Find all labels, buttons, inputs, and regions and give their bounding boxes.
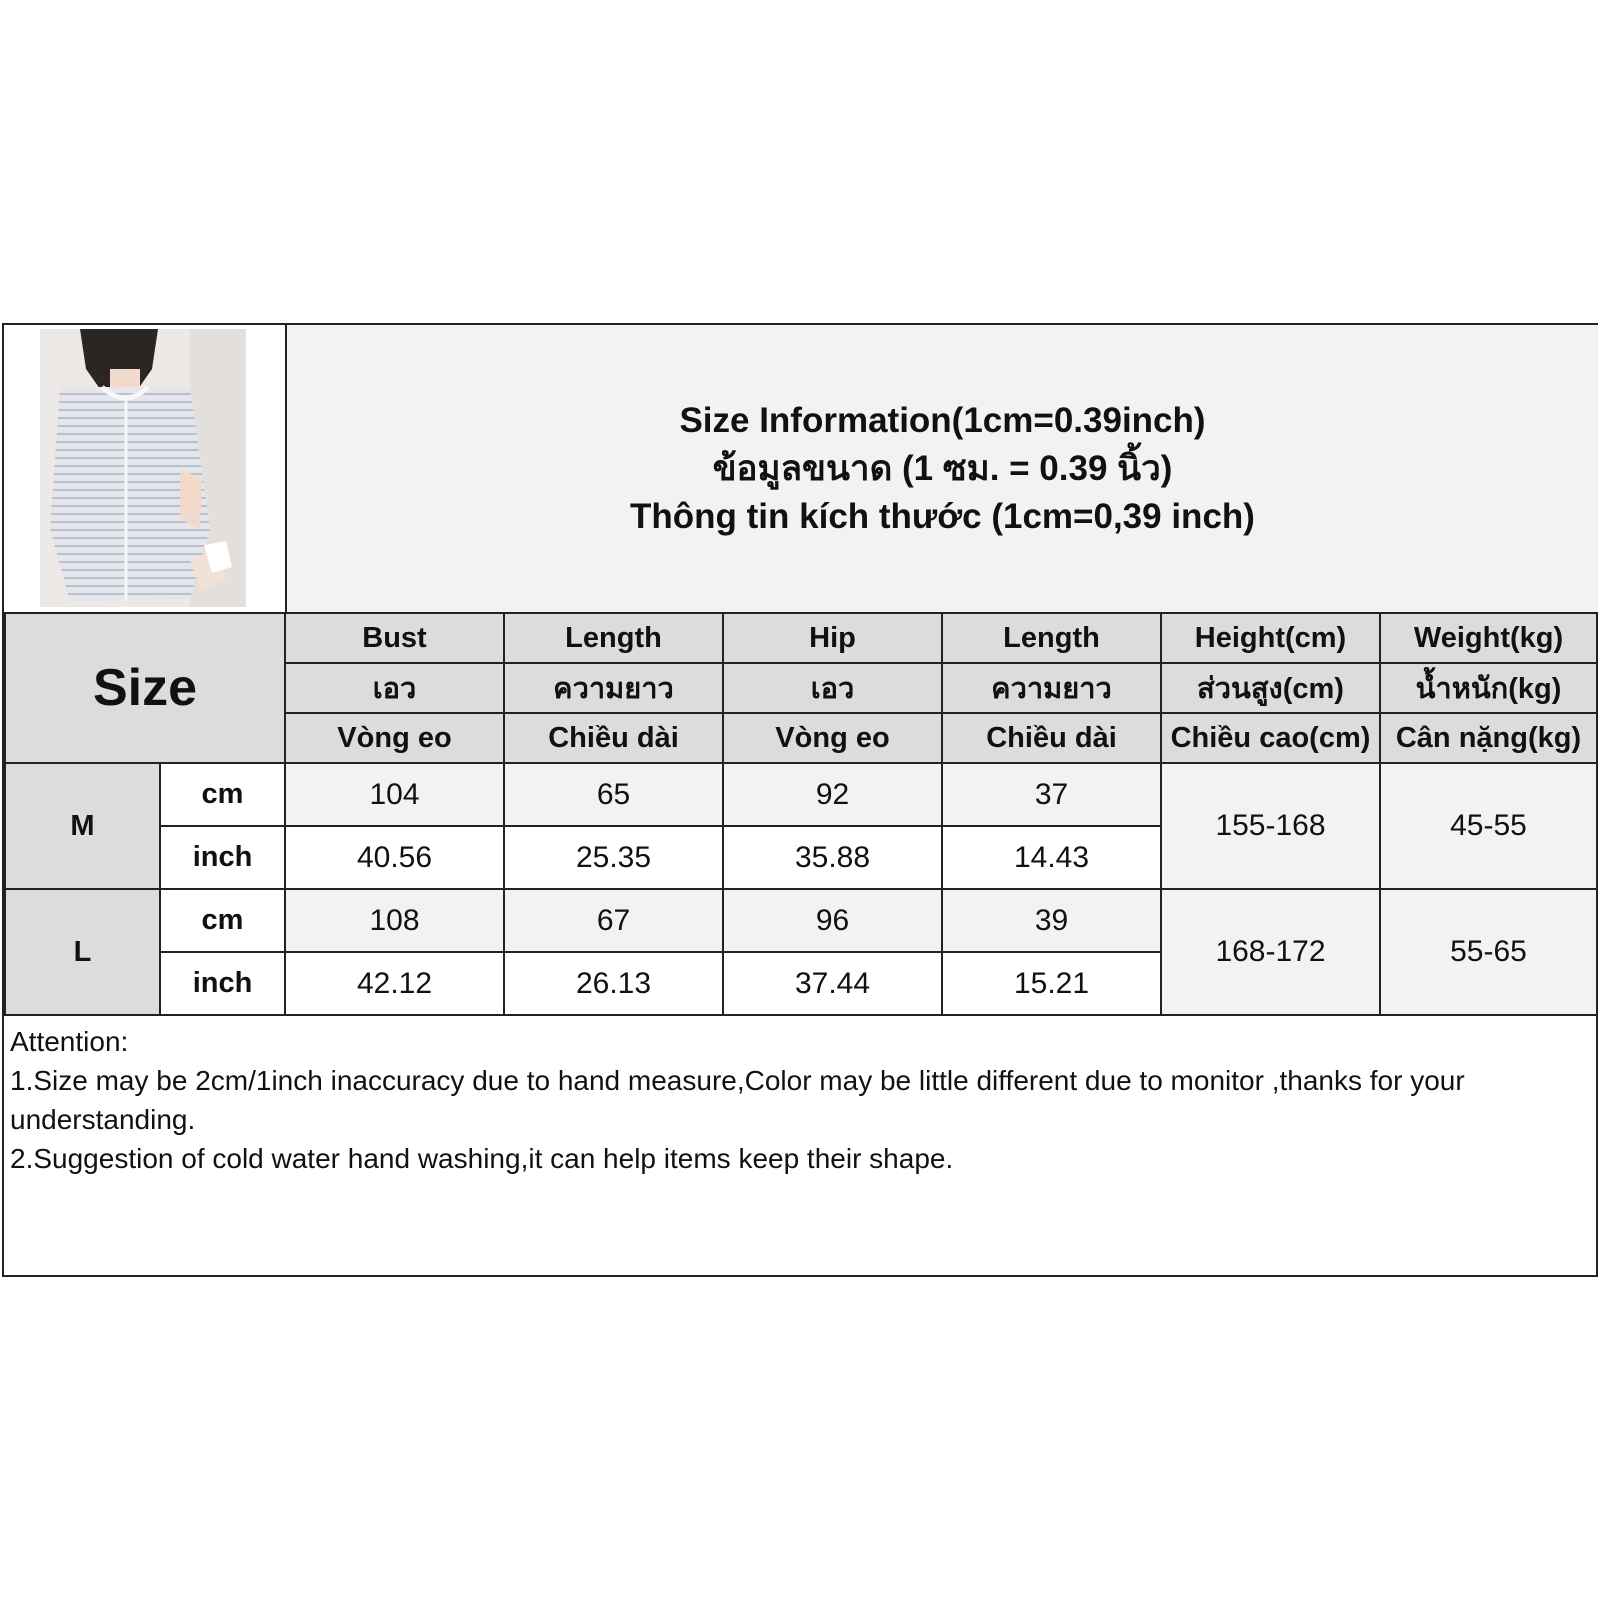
title-block [285,325,1598,612]
l-length-inch: 26.13 [504,952,723,1015]
model-photo-image [40,329,246,607]
column-header-length-thai: ความยาว [504,663,723,713]
header-row-english [5,613,1597,663]
l-length2-inch: 15.21 [942,952,1161,1015]
m-bust-cm: 104 [285,763,504,826]
column-header-length: Length [504,613,723,663]
unit-cm-label: cm [160,889,285,952]
column-header-length-2-thai: ความยาว [942,663,1161,713]
column-header-length-2-vi: Chiều dài [942,713,1161,763]
m-hip-inch: 35.88 [723,826,942,889]
column-header-hip-vi: Vòng eo [723,713,942,763]
l-bust-inch: 42.12 [285,952,504,1015]
size-l-label: L [5,889,160,1015]
l-length-cm: 67 [504,889,723,952]
m-bust-inch: 40.56 [285,826,504,889]
attention-notes [4,1018,1596,1275]
note-item-1: 1.Size may be 2cm/1inch inaccuracy due to hand measure,Color may be little different due to monitor ,thanks for your understanding. [10,1065,1465,1135]
unit-inch-label: inch [160,952,285,1015]
m-length-cm: 65 [504,763,723,826]
column-header-bust-thai: เอว [285,663,504,713]
table-row [5,889,1597,952]
size-m-label: M [5,763,160,889]
column-header-weight-thai: น้ำหนัก(kg) [1380,663,1597,713]
column-header-hip-thai: เอว [723,663,942,713]
l-hip-inch: 37.44 [723,952,942,1015]
column-header-height-thai: ส่วนสูง(cm) [1161,663,1380,713]
l-weight: 55-65 [1380,889,1597,1015]
column-header-length-2: Length [942,613,1161,663]
m-length2-inch: 14.43 [942,826,1161,889]
title-english: Size Information(1cm=0.39inch) [679,400,1206,440]
unit-cm-label: cm [160,763,285,826]
column-header-weight: Weight(kg) [1380,613,1597,663]
l-bust-cm: 108 [285,889,504,952]
m-hip-cm: 92 [723,763,942,826]
l-height: 168-172 [1161,889,1380,1015]
column-header-bust: Bust [285,613,504,663]
column-header-bust-vi: Vòng eo [285,713,504,763]
column-header-hip: Hip [723,613,942,663]
notes-heading: Attention: [10,1026,129,1057]
size-table [4,612,1598,1016]
m-length2-cm: 37 [942,763,1161,826]
column-header-height: Height(cm) [1161,613,1380,663]
unit-inch-label: inch [160,826,285,889]
m-height: 155-168 [1161,763,1380,889]
product-photo [40,329,246,607]
title-thai: ข้อมูลขนาด (1 ซม. = 0.39 นิ้ว) [712,448,1173,488]
l-length2-cm: 39 [942,889,1161,952]
size-chart-sheet [2,323,1598,1277]
table-row [5,763,1597,826]
column-header-weight-vi: Cân nặng(kg) [1380,713,1597,763]
column-header-length-vi: Chiều dài [504,713,723,763]
m-weight: 45-55 [1380,763,1597,889]
size-header: Size [5,613,285,763]
m-length-inch: 25.35 [504,826,723,889]
title-vietnamese: Thông tin kích thước (1cm=0,39 inch) [630,496,1255,536]
column-header-height-vi: Chiều cao(cm) [1161,713,1380,763]
l-hip-cm: 96 [723,889,942,952]
note-item-2: 2.Suggestion of cold water hand washing,it can help items keep their shape. [10,1143,954,1174]
